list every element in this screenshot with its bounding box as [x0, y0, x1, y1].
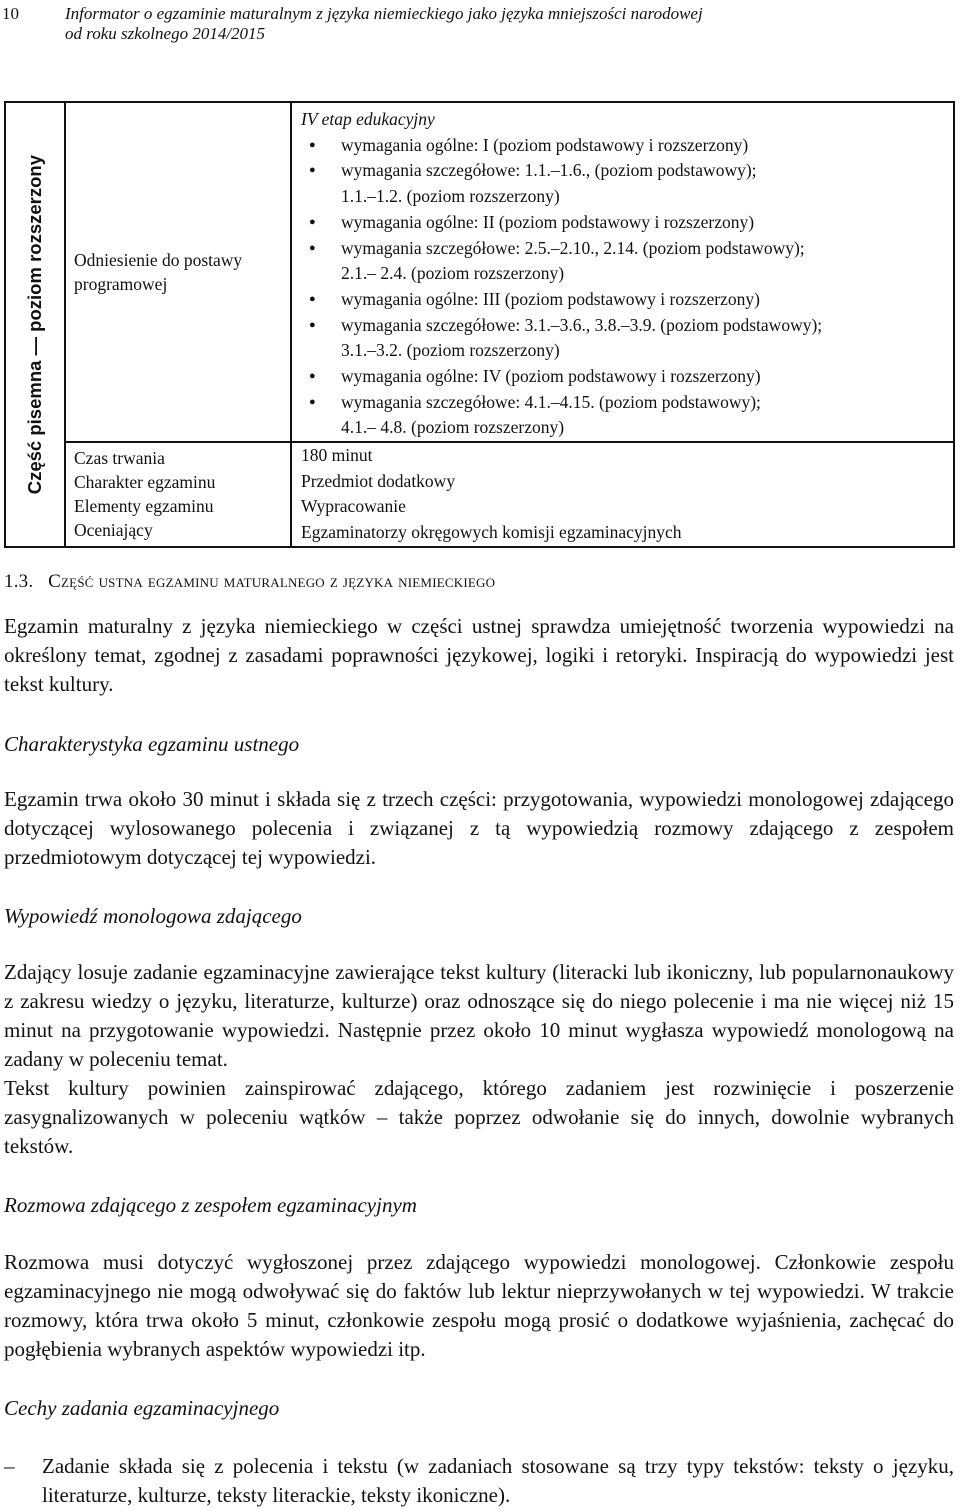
feature-item — [4, 1452, 954, 1510]
stage-label: IV etap edukacyjny — [301, 109, 435, 129]
subsection-title: Wypowiedź monologowa zdającego — [4, 904, 302, 928]
requirement-item: ● wymagania ogólne: I (poziom podstawowy i rozszerzony) — [301, 133, 953, 159]
reference-label: Odniesienie do postawy programowej — [74, 250, 243, 295]
row-value-duration: 180 minut — [301, 445, 373, 466]
subsection-title: Charakterystyka egzaminu ustnego — [4, 732, 300, 756]
requirement-item: ● wymagania ogólne: III (poziom podstawowy i rozszerzony) — [301, 287, 953, 313]
paragraph: Tekst kultury powinien zainspirować zdającego, którego zadaniem jest rozwinięcie i poszerzenie zasygnalizowanych w poleceniu wątków – także poprzez odwołanie się do innych, dowolnie wybranych tekstów. — [4, 1076, 954, 1158]
reference-label-cell — [65, 102, 291, 442]
paragraph: Rozmowa musi dotyczyć wygłoszonej przez zdającego wypowiedzi monologowej. Członkowie zespołu egzaminacyjnego nie mogą odwoływać się do faktów lub lektur nieprzywołanych w tej wypowiedzi. W trakcie rozmowy, która trwa około 5 minut, członkowie zespołu mogą prosić o dodatkowe wyjaśnienia, zachęcać do pogłębienia wybranych aspektów wypowiedzi itp. — [4, 1250, 954, 1361]
row-label-duration: Czas trwania — [74, 448, 165, 469]
feature-list — [4, 1452, 954, 1510]
subsection-body — [4, 958, 954, 1161]
row-value-elements: Wypracowanie — [301, 496, 406, 517]
row-label-elements: Elementy egzaminu — [74, 496, 214, 517]
row-label-character: Charakter egzaminu — [74, 472, 216, 493]
subsection-body — [4, 785, 954, 872]
requirement-item: ● wymagania szczegółowe: 3.1.–3.6., 3.8.–3.9. (poziom podstawowy); 3.1.–3.2. (poziom rozszerzony) — [301, 313, 953, 364]
page-number: 10 — [2, 4, 19, 23]
requirements-list — [301, 133, 953, 441]
dash-marker: – — [4, 1454, 15, 1478]
exam-info-table — [4, 101, 955, 548]
side-label-cell — [5, 102, 65, 547]
requirement-item: ● wymagania szczegółowe: 2.5.–2.10., 2.14. (poziom podstawowy); 2.1.– 2.4. (poziom rozszerzony) — [301, 236, 953, 287]
requirement-item: ● wymagania szczegółowe: 1.1.–1.6., (poziom podstawowy); 1.1.–1.2. (poziom rozszerzony) — [301, 158, 953, 209]
row-label-grader: Oceniający — [74, 520, 153, 541]
subsection-body — [4, 1248, 954, 1364]
subsection-title: Cechy zadania egzaminacyjnego — [4, 1396, 280, 1420]
row-value-character: Przedmiot dodatkowy — [301, 470, 456, 491]
subsection-title: Rozmowa zdającego z zespołem egzaminacyjnym — [4, 1193, 417, 1217]
section-number: 1.3. — [4, 571, 34, 592]
row-value-grader: Egzaminatorzy okręgowych komisji egzaminacyjnych — [301, 521, 682, 542]
feature-text: Zadanie składa się z polecenia i tekstu (w zadaniach stosowane są trzy typy tekstów: teksty o języku, literaturze, kulturze, teksty literackie, teksty ikoniczne). — [42, 1454, 954, 1507]
intro-text: Egzamin maturalny z języka niemieckiego w części ustnej sprawdza umiejętność tworzenia wypowiedzi na określony temat, zgodnej z zasadami poprawności językowej, logiki i retoryki. Inspiracją do wypowiedzi jest tekst kultury. — [4, 614, 954, 696]
stack-label-cell — [65, 442, 291, 546]
requirement-item: ● wymagania ogólne: II (poziom podstawowy i rozszerzony) — [301, 210, 953, 236]
reference-content-cell — [291, 102, 954, 442]
stack-value-cell — [291, 442, 954, 546]
running-title-line2: od roku szkolnego 2014/2015 — [65, 24, 266, 43]
section-heading — [4, 571, 495, 593]
running-title-line1: Informator o egzaminie maturalnym z języka niemieckiego jako języka mniejszości narodowej — [65, 4, 703, 23]
requirement-item: ● wymagania ogólne: IV (poziom podstawowy i rozszerzony) — [301, 364, 953, 390]
side-label: Część pisemna — poziom rozszerzony — [23, 154, 45, 494]
section-title: Część ustna egzaminu maturalnego z języka niemieckiego — [48, 571, 496, 592]
requirement-item: ● wymagania szczegółowe: 4.1.–4.15. (poziom podstawowy); 4.1.– 4.8. (poziom rozszerzony) — [301, 390, 953, 441]
running-title — [65, 4, 703, 44]
paragraph: Zdający losuje zadanie egzaminacyjne zawierające tekst kultury (literacki lub ikoniczny, lub popularnonaukowy z zakresu wiedzy o języku, literaturze, kulturze) oraz odnoszące się do niego polecenie i ma nie więcej niż 15 minut na przygotowanie wypowiedzi. Następnie przez około 10 minut wygłasza wypowiedź monologową na zadany w poleceniu temat. — [4, 960, 954, 1071]
paragraph: Egzamin trwa około 30 minut i składa się z trzech części: przygotowania, wypowiedzi monologowej zdającego dotyczącej wylosowanego polecenia i związanej z tą wypowiedzią rozmowy zdającego z zespołem przedmiotowym dotyczącej tej wypowiedzi. — [4, 787, 954, 869]
intro-paragraph — [4, 612, 954, 699]
